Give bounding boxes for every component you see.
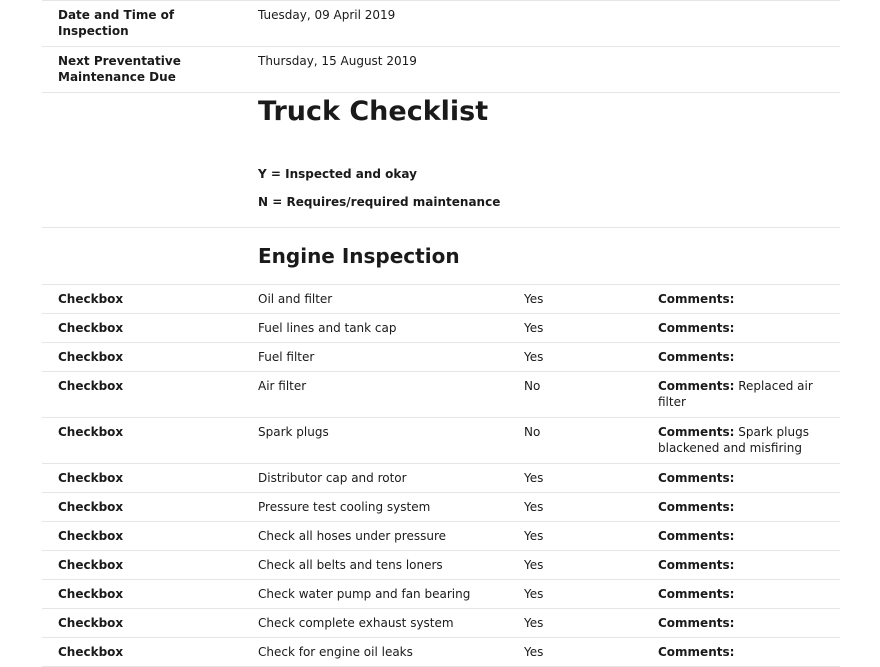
row-status: Yes	[524, 471, 544, 485]
row-item: Pressure test cooling system	[258, 500, 431, 514]
comments-label: Comments:	[658, 529, 735, 543]
row-item: Fuel lines and tank cap	[258, 321, 397, 335]
legend-yes: Y = Inspected and okay	[258, 167, 417, 181]
comments-label: Comments:	[658, 616, 735, 630]
legend-no: N = Requires/required maintenance	[258, 195, 501, 209]
comments-label: Comments:	[658, 321, 735, 335]
row-item: Oil and filter	[258, 292, 333, 306]
row-status: Yes	[524, 321, 544, 335]
comments-label: Comments:	[658, 500, 735, 514]
divider	[42, 371, 840, 372]
row-comments	[658, 424, 830, 456]
row-checkbox-label: Checkbox	[58, 379, 124, 393]
row-comments	[658, 615, 830, 631]
row-comments	[658, 291, 830, 307]
row-item: Check water pump and fan bearing	[258, 587, 471, 601]
row-checkbox-label: Checkbox	[58, 645, 124, 659]
comment-text: Spark plugs blackened and misfiring	[658, 425, 809, 455]
row-checkbox-label: Checkbox	[58, 587, 124, 601]
row-checkbox-label: Checkbox	[58, 471, 124, 485]
divider	[42, 550, 840, 551]
divider	[42, 608, 840, 609]
next-maintenance-label: Next Preventative Maintenance Due	[58, 54, 181, 84]
comments-label: Comments:	[658, 558, 735, 572]
row-item: Check for engine oil leaks	[258, 645, 413, 659]
divider	[42, 492, 840, 493]
row-checkbox-label: Checkbox	[58, 321, 124, 335]
row-status: No	[524, 425, 541, 439]
divider	[42, 92, 840, 93]
row-comments	[658, 644, 830, 660]
comments-label: Comments:	[658, 645, 735, 659]
row-checkbox-label: Checkbox	[58, 529, 124, 543]
row-status: No	[524, 379, 541, 393]
comments-label: Comments:	[658, 471, 735, 485]
divider	[42, 313, 840, 314]
row-item: Check complete exhaust system	[258, 616, 454, 630]
row-item: Fuel filter	[258, 350, 315, 364]
row-status: Yes	[524, 500, 544, 514]
row-comments	[658, 557, 830, 573]
row-status: Yes	[524, 558, 544, 572]
divider	[42, 227, 840, 228]
row-item: Check all belts and tens loners	[258, 558, 443, 572]
divider	[42, 637, 840, 638]
divider	[42, 463, 840, 464]
row-item: Spark plugs	[258, 425, 329, 439]
comments-label: Comments:	[658, 379, 735, 393]
row-comments	[658, 528, 830, 544]
row-comments	[658, 320, 830, 336]
inspection-date-value: Tuesday, 09 April 2019	[258, 8, 396, 22]
row-status: Yes	[524, 529, 544, 543]
divider	[42, 284, 840, 285]
comments-label: Comments:	[658, 350, 735, 364]
row-item: Air filter	[258, 379, 307, 393]
row-comments	[658, 470, 830, 486]
row-comments	[658, 349, 830, 365]
comment-text: Replaced air filter	[658, 379, 813, 409]
row-status: Yes	[524, 645, 544, 659]
divider	[42, 521, 840, 522]
section-title: Engine Inspection	[258, 244, 460, 268]
row-checkbox-label: Checkbox	[58, 350, 124, 364]
row-status: Yes	[524, 350, 544, 364]
row-checkbox-label: Checkbox	[58, 616, 124, 630]
comments-label: Comments:	[658, 587, 735, 601]
divider	[42, 46, 840, 47]
divider	[42, 579, 840, 580]
row-status: Yes	[524, 587, 544, 601]
divider	[42, 342, 840, 343]
row-comments	[658, 586, 830, 602]
row-status: Yes	[524, 292, 544, 306]
row-comments	[658, 499, 830, 515]
inspection-date-label: Date and Time of Inspection	[58, 8, 175, 38]
row-checkbox-label: Checkbox	[58, 500, 124, 514]
divider	[42, 417, 840, 418]
row-status: Yes	[524, 616, 544, 630]
page-title: Truck Checklist	[258, 96, 489, 127]
row-item: Check all hoses under pressure	[258, 529, 447, 543]
row-checkbox-label: Checkbox	[58, 292, 124, 306]
row-checkbox-label: Checkbox	[58, 558, 124, 572]
row-checkbox-label: Checkbox	[58, 425, 124, 439]
next-maintenance-value: Thursday, 15 August 2019	[258, 54, 417, 68]
divider	[42, 0, 840, 1]
row-comments	[658, 378, 830, 410]
comments-label: Comments:	[658, 292, 735, 306]
comments-label: Comments:	[658, 425, 735, 439]
row-item: Distributor cap and rotor	[258, 471, 407, 485]
